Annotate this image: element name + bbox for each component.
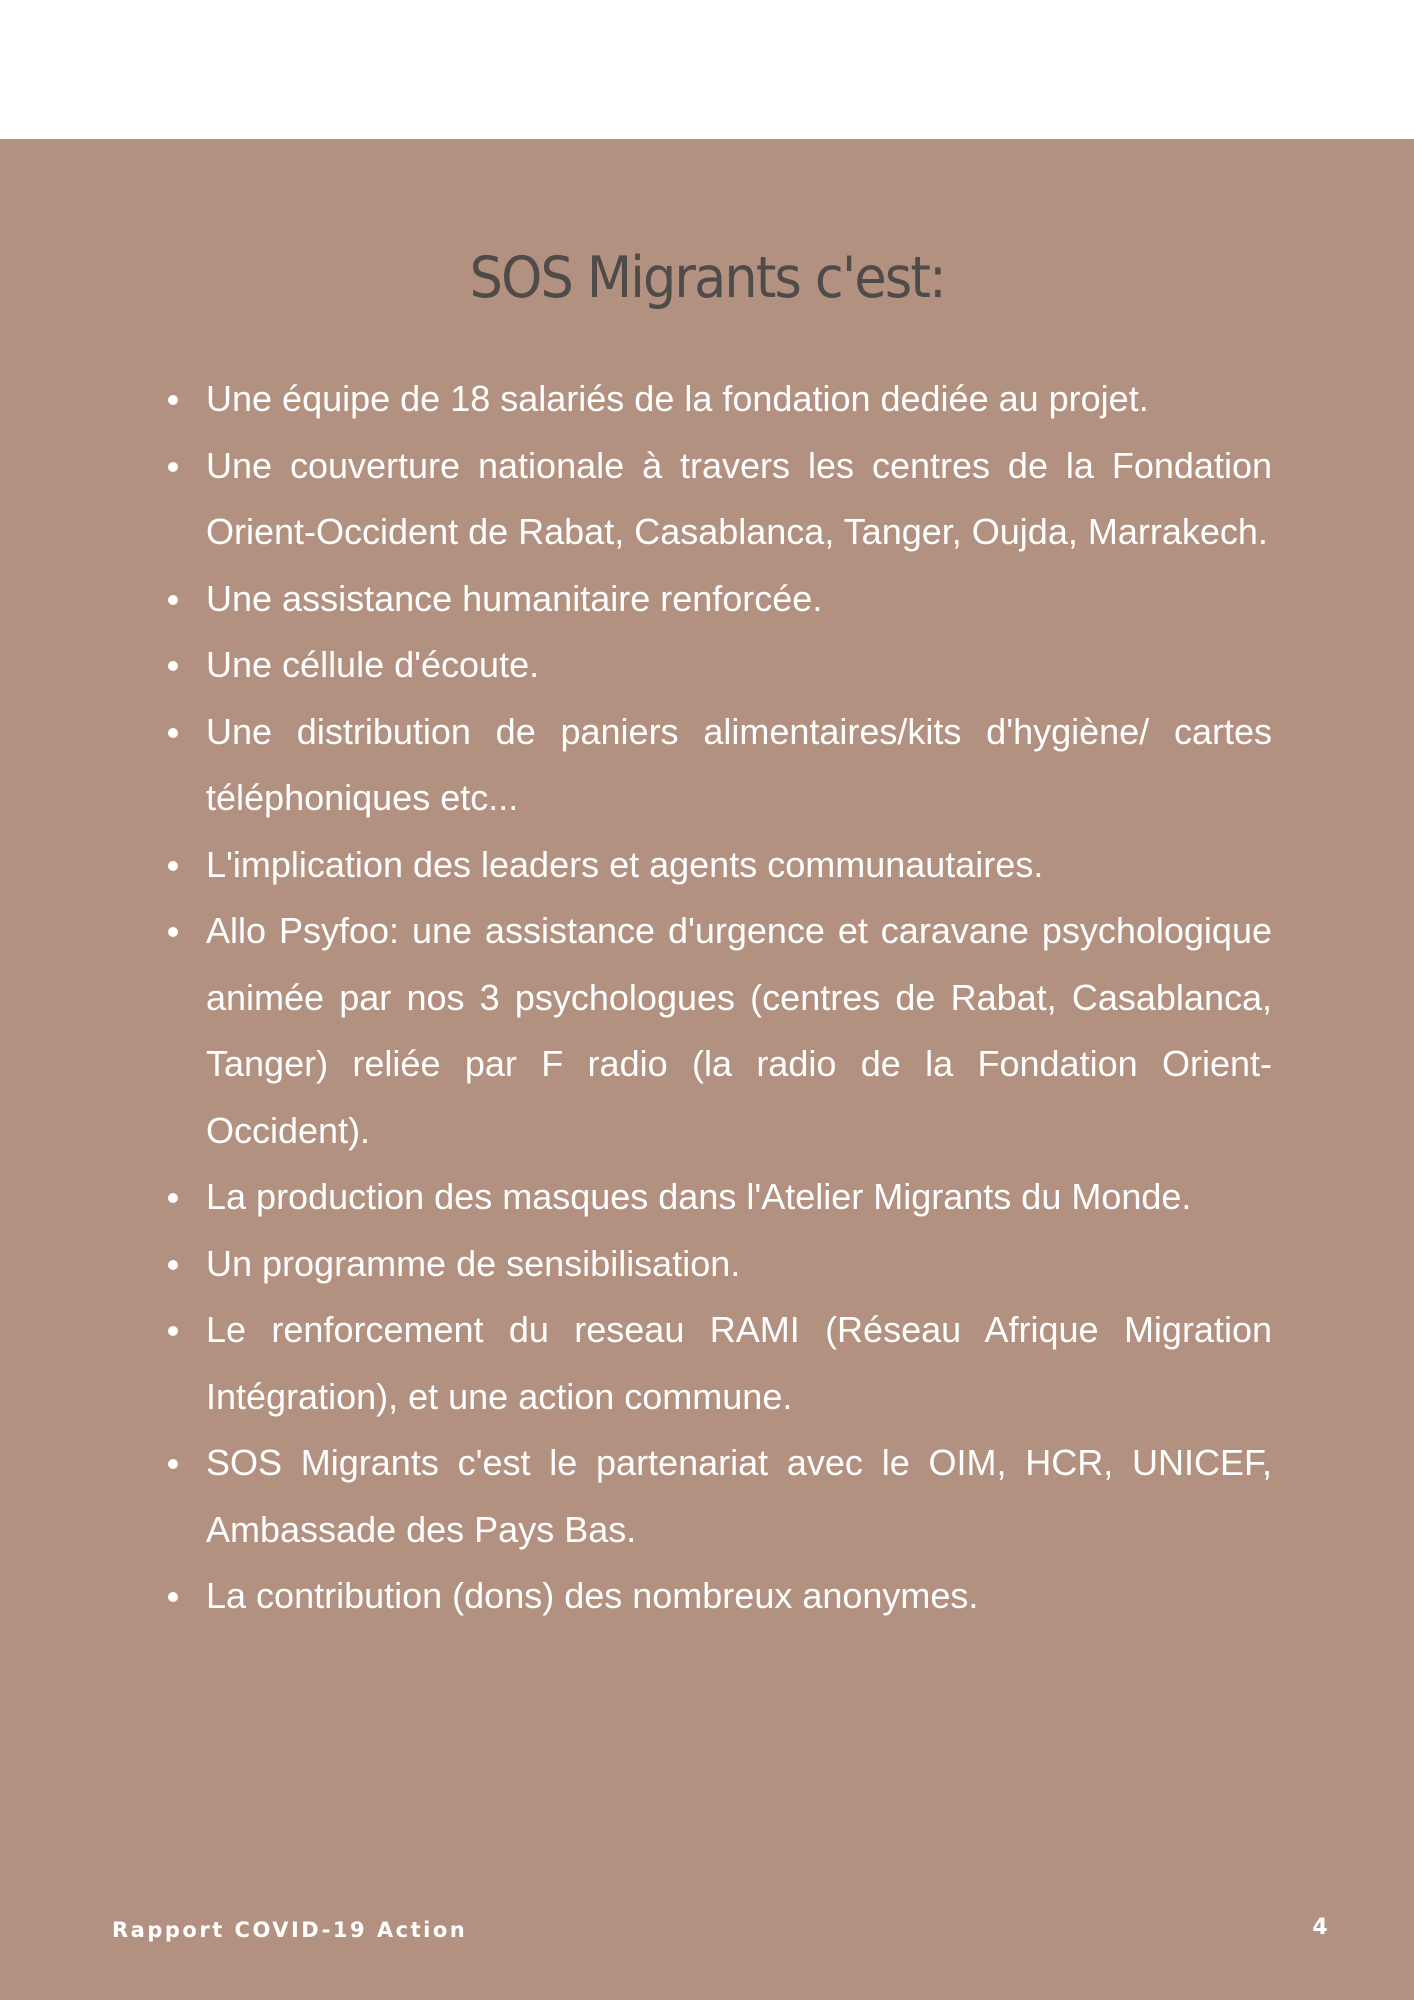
footer-page-number: 4 [1312, 1915, 1328, 1940]
bullet-dot-icon [168, 1459, 178, 1469]
bullet-dot-icon [168, 1326, 178, 1336]
list-item-text: Un programme de sensibilisation. [206, 1242, 741, 1284]
list-item-text: Le renforcement du reseau RAMI (Réseau Afrique Migration Intégration), et une action commune. [206, 1309, 1272, 1417]
list-item [206, 632, 1272, 699]
bullet-dot-icon [168, 595, 178, 605]
bullet-dot-icon [168, 1193, 178, 1203]
list-item [206, 1231, 1272, 1298]
bullet-list [206, 366, 1272, 1630]
list-item-text: La production des masques dans l'Atelier Migrants du Monde. [206, 1176, 1192, 1217]
bullet-dot-icon [168, 861, 178, 871]
list-item-text: Une distribution de paniers alimentaires/kits d'hygiène/ cartes téléphoniques etc... [206, 710, 1272, 818]
list-item-text: Une équipe de 18 salariés de la fondation dediée au projet. [206, 378, 1149, 419]
list-item [206, 1430, 1272, 1563]
list-item [206, 898, 1272, 1164]
list-item-text: La contribution (dons) des nombreux anonymes. [206, 1575, 979, 1616]
bullet-dot-icon [168, 728, 178, 738]
list-item-text: Une assistance humanitaire renforcée. [206, 577, 823, 619]
bullet-dot-icon [168, 927, 178, 937]
list-item [206, 566, 1272, 633]
list-item-text: Une céllule d'écoute. [206, 644, 540, 685]
bullet-dot-icon [168, 1260, 178, 1270]
list-item [206, 832, 1272, 899]
bullet-dot-icon [168, 462, 178, 472]
list-item [206, 1164, 1272, 1231]
list-item-text: SOS Migrants c'est le partenariat avec le OIM, HCR, UNICEF, Ambassade des Pays Bas. [206, 1442, 1272, 1550]
page-title-text: SOS Migrants c'est: [469, 245, 945, 311]
list-item-text: Allo Psyfoo: une assistance d'urgence et caravane psychologique animée par nos 3 psychologues (centres de Rabat, Casablanca, Tanger) reliée par F radio (la radio de la Fondation Orient-Occident). [206, 910, 1272, 1151]
list-item [206, 366, 1272, 433]
page-top-margin [0, 0, 1414, 139]
bullet-dot-icon [168, 395, 178, 405]
list-item-text: Une couverture nationale à travers les centres de la Fondation Orient-Occident de Rabat, Casablanca, Tanger, Oujda, Marrakech. [206, 444, 1272, 552]
list-item [206, 433, 1272, 566]
list-item [206, 1297, 1272, 1430]
list-item [206, 699, 1272, 832]
list-item-text: L'implication des leaders et agents communautaires. [206, 843, 1044, 885]
page-title [0, 238, 1414, 318]
footer-report-label: Rapport COVID-19 Action [112, 1918, 468, 1942]
list-item [206, 1563, 1272, 1630]
bullet-dot-icon [168, 1592, 178, 1602]
bullet-dot-icon [168, 661, 178, 671]
